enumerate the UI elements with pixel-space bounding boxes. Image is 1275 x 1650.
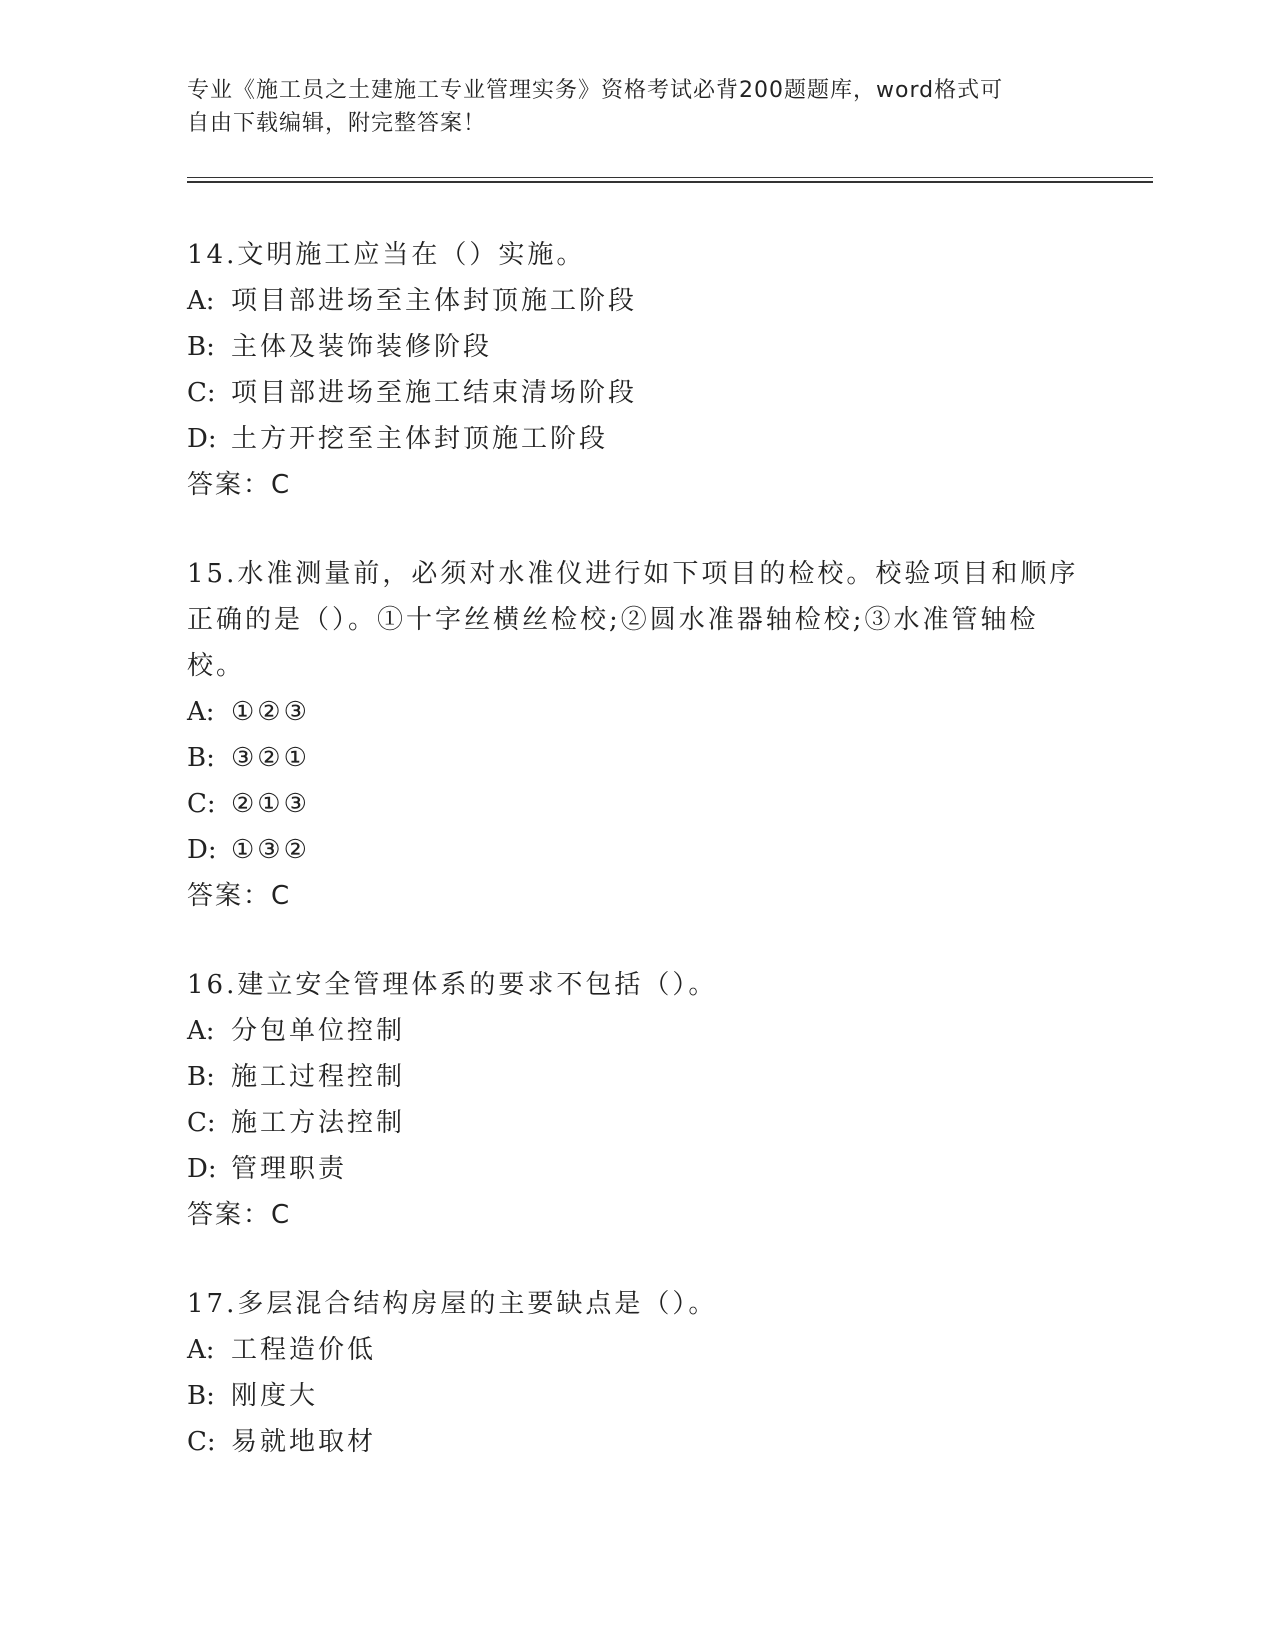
option-text: 分包单位控制 [231, 1016, 406, 1046]
option-text: 施工方法控制 [231, 1108, 406, 1138]
question-17 [187, 1281, 1087, 1465]
question-stem: 14.文明施工应当在（）实施。 [187, 240, 586, 270]
header-line-1: 专业《施工员之土建施工专业管理实务》资格考试必背200题题库，word格式可 [187, 78, 1004, 103]
option-letter: C: [187, 1108, 216, 1138]
option-text: 主体及装饰装修阶段 [231, 332, 493, 362]
option-c [187, 1100, 1087, 1146]
question-stem: 17.多层混合结构房屋的主要缺点是（）。 [187, 1289, 718, 1319]
option-a [187, 278, 1087, 324]
option-a [187, 1008, 1087, 1054]
option-text: 施工过程控制 [231, 1062, 406, 1092]
question-stem-line-3: 校。 [187, 651, 246, 681]
answer: 答案：C [187, 470, 292, 500]
question-16 [187, 962, 1087, 1238]
question-stem-line-1: 15.水准测量前，必须对水准仪进行如下项目的检校。校验项目和顺序 [187, 559, 1079, 589]
option-text: 项目部进场至施工结束清场阶段 [231, 378, 638, 408]
option-text: 项目部进场至主体封顶施工阶段 [231, 286, 638, 316]
option-b [187, 735, 1087, 781]
option-letter: D: [187, 1154, 217, 1184]
option-a [187, 1327, 1087, 1373]
option-letter: A: [187, 1335, 215, 1365]
option-text: 刚度大 [231, 1381, 319, 1411]
option-text: 易就地取材 [231, 1427, 377, 1457]
option-letter: A: [187, 1016, 215, 1046]
option-text: ③②① [231, 743, 310, 773]
option-letter: D: [187, 835, 217, 865]
option-letter: B: [187, 332, 215, 362]
option-letter: D: [187, 424, 217, 454]
option-d [187, 1146, 1087, 1192]
answer: 答案：C [187, 881, 292, 911]
header-divider-thick [187, 181, 1153, 183]
option-a [187, 689, 1087, 735]
option-b [187, 1373, 1087, 1419]
question-list [187, 232, 1087, 1508]
option-letter: C: [187, 378, 216, 408]
option-letter: C: [187, 1427, 216, 1457]
option-text: ②①③ [231, 789, 310, 819]
option-letter: A: [187, 286, 215, 316]
option-text: 土方开挖至主体封顶施工阶段 [231, 424, 609, 454]
question-stem-line-2: 正确的是（）。①十字丝横丝检校;②圆水准器轴检校;③水准管轴检 [187, 605, 1039, 635]
option-letter: B: [187, 743, 215, 773]
option-b [187, 324, 1087, 370]
option-text: ①③② [231, 835, 310, 865]
question-15 [187, 551, 1087, 919]
option-b [187, 1054, 1087, 1100]
option-letter: B: [187, 1381, 215, 1411]
option-text: 工程造价低 [231, 1335, 377, 1365]
option-letter: A: [187, 697, 215, 727]
header-divider-thin [187, 177, 1153, 178]
question-stem: 16.建立安全管理体系的要求不包括（）。 [187, 970, 718, 1000]
option-text: 管理职责 [231, 1154, 348, 1184]
option-letter: B: [187, 1062, 215, 1092]
option-text: ①②③ [231, 697, 310, 727]
answer: 答案：C [187, 1200, 292, 1230]
header-line-2: 自由下载编辑，附完整答案！ [187, 111, 487, 136]
option-d [187, 827, 1087, 873]
option-c [187, 1419, 1087, 1465]
question-14 [187, 232, 1087, 508]
option-c [187, 781, 1087, 827]
option-letter: C: [187, 789, 216, 819]
document-header [187, 74, 1087, 140]
option-d [187, 416, 1087, 462]
option-c [187, 370, 1087, 416]
